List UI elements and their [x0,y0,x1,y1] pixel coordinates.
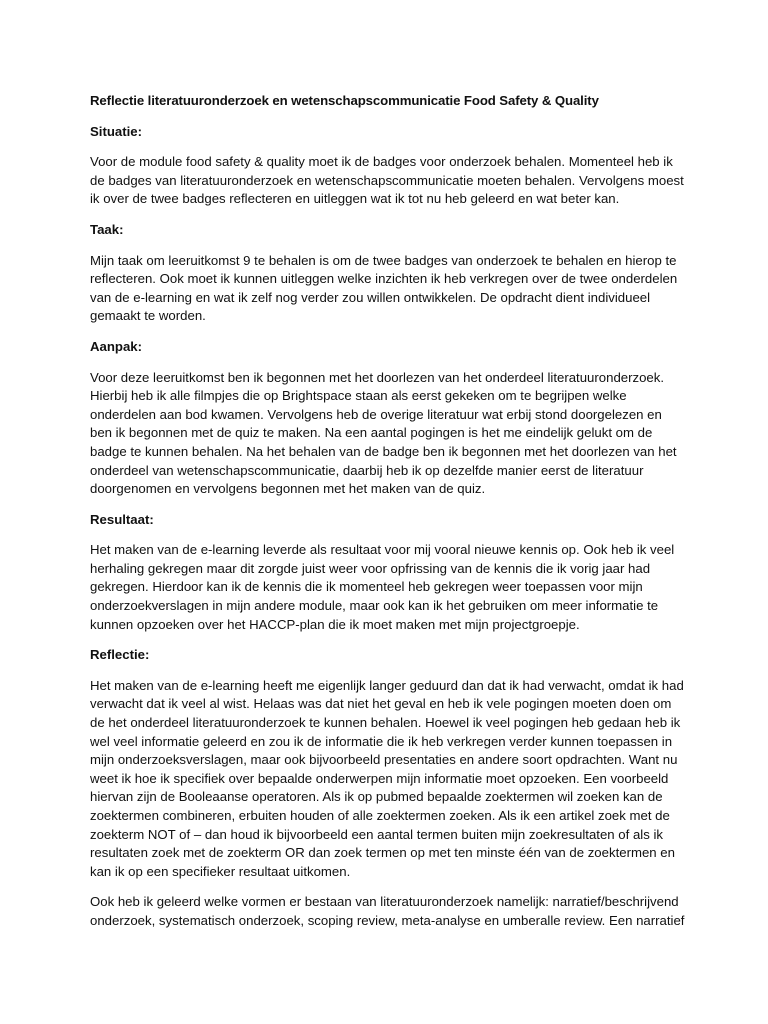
section-heading-resultaat: Resultaat: [90,511,154,527]
document-title: Reflectie literatuuronderzoek en wetenschapscommunicatie Food Safety & Quality [90,93,599,108]
paragraph-situatie: Voor de module food safety & quality moet ik de badges voor onderzoek behalen. Momenteel heb ik de badges van literatuuronderzoek en wetenschapscommunicatie moeten behalen. Vervolgens moest ik over de twee badges reflecteren en uitleggen wat ik tot nu heb geleerd en wat beter kan. [90,154,684,207]
document-page [90,92,685,943]
paragraph-resultaat: Het maken van de e-learning leverde als resultaat voor mij vooral nieuwe kennis op. Ook heb ik veel herhaling gekregen maar dit zorgde juist weer voor opfrissing van de kennis die ik vorig jaar had gekregen. Hierdoor kan ik de kennis die ik momenteel heb gekregen weer toepassen voor mijn onderzoekverslagen in mijn andere module, maar ook kan ik het gebruiken om meer informatie te kunnen opzoeken over het HACCP-plan die ik moet maken met mijn projectgroepje. [90,542,675,632]
paragraph-reflectie-1: Het maken van de e-learning heeft me eigenlijk langer geduurd dan dat ik had verwacht, omdat ik had verwacht dat ik veel al wist. Helaas was dat niet het geval en heb ik vele pogingen moeten doen om de het onderdeel literatuuronderzoek te kunnen behalen. Hoewel ik veel pogingen heb gedaan heb ik wel veel informatie geleerd en zou ik de informatie die ik heb verkregen verder kunnen toepassen in mijn onderzoeksverslagen, maar ook bijvoorbeeld presentaties en andere soort opdrachten. Want nu weet ik hoe ik specifiek over bepaalde onderwerpen mijn informatie moet opzoeken. Een voorbeeld hiervan zijn de Booleaanse operatoren. Als ik op pubmed bepaalde zoektermen wil zoeken kan de zoektermen combineren, erbuiten houden of alle zoektermen zoeken. Als ik een artikel zoek met de zoekterm NOT of – dan houd ik bijvoorbeeld een aantal termen buiten mijn zoekresultaten of als ik resultaten zoek met de zoekterm OR dan zoek termen op met ten minste één van de zoektermen en kan ik op een specifieker resultaat uitkomen. [90,677,684,879]
section-heading-reflectie: Reflectie: [90,647,150,663]
section-heading-aanpak: Aanpak: [90,338,143,354]
paragraph-reflectie-2: Ook heb ik geleerd welke vormen er bestaan van literatuuronderzoek namelijk: narratief/beschrijvend onderzoek, systematisch onderzoek, scoping review, meta-analyse en umberalle review. Een narratief [90,894,685,928]
paragraph-aanpak: Voor deze leeruitkomst ben ik begonnen met het doorlezen van het onderdeel literatuuronderzoek. Hierbij heb ik alle filmpjes die op Brightspace staan als eerst gekeken om te begrijpen welke onderdelen aan bod kwamen. Vervolgens heb de overige literatuur wat erbij stond doorgelezen en ben ik begonnen met de quiz te maken. Na een aantal pogingen is het me eindelijk gelukt om de badge te kunnen behalen. Na het behalen van de badge ben ik begonnen met het doorlezen van het onderdeel van wetenschapscommunicatie, daarbij heb ik op dezelfde manier eerst de literatuur doorgenomen en vervolgens begonnen met het maken van de quiz. [90,369,677,497]
section-heading-taak: Taak: [90,221,124,237]
paragraph-taak: Mijn taak om leeruitkomst 9 te behalen is om de twee badges van onderzoek te behalen en hierop te reflecteren. Ook moet ik kunnen uitleggen welke inzichten ik heb verkregen over de twee onderdelen van de e-learning en wat ik zelf nog verder zou willen ontwikkelen. De opdracht dient individueel gemaakt te worden. [90,252,678,324]
section-heading-situatie: Situatie: [90,123,143,139]
